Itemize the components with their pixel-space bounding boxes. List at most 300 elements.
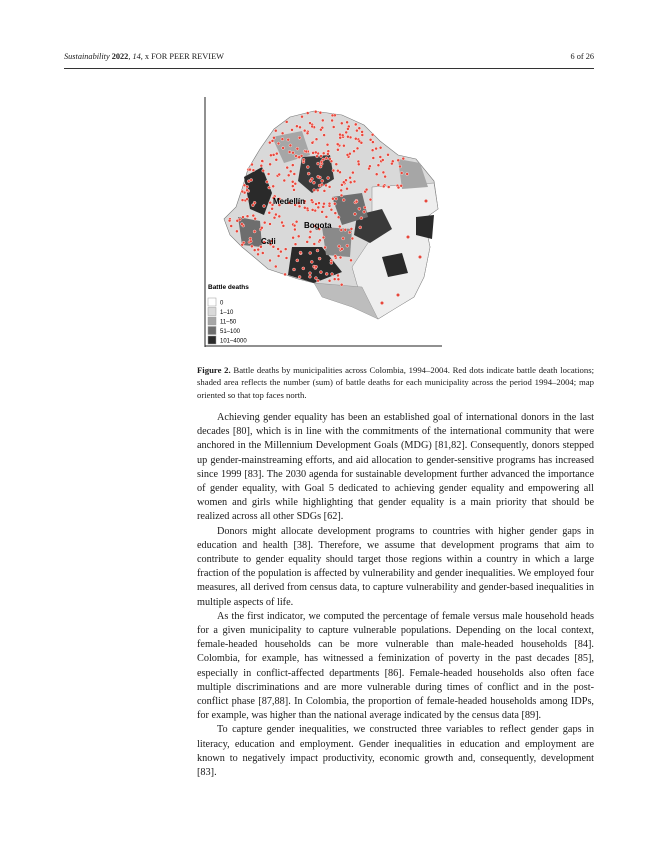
battle-death-dot xyxy=(293,268,296,271)
battle-death-dot xyxy=(346,187,349,190)
battle-death-dot xyxy=(337,278,340,281)
battle-death-dot xyxy=(332,169,335,172)
battle-death-dot xyxy=(284,273,287,276)
battle-death-dot xyxy=(340,229,343,232)
battle-death-dot xyxy=(354,123,357,126)
battle-death-dot xyxy=(346,127,349,130)
battle-death-dot xyxy=(355,200,358,203)
battle-death-dot xyxy=(316,155,319,158)
battle-death-dot xyxy=(289,170,292,173)
journal-year: 2022 xyxy=(111,52,129,61)
battle-death-dot xyxy=(349,181,352,184)
battle-death-dot xyxy=(321,210,324,213)
battle-death-dot xyxy=(361,134,364,137)
battle-death-dot xyxy=(340,248,343,251)
battle-death-dot xyxy=(236,219,239,222)
battle-death-dot xyxy=(400,172,403,175)
battle-death-dot xyxy=(320,160,323,163)
battle-death-dot xyxy=(246,189,249,192)
legend-label-0: 0 xyxy=(220,300,224,307)
city-label-cali: Cali xyxy=(261,237,276,246)
battle-death-dot xyxy=(387,186,390,189)
battle-death-dot xyxy=(335,197,338,200)
battle-death-dot xyxy=(241,190,244,193)
battle-death-dot xyxy=(317,175,320,178)
legend-swatch-2 xyxy=(208,317,216,325)
battle-death-dot xyxy=(309,252,312,255)
battle-death-dot xyxy=(342,144,345,147)
battle-death-dot xyxy=(271,139,274,142)
battle-death-dot xyxy=(257,248,260,251)
battle-death-dot xyxy=(257,253,260,256)
paragraph-4: To capture gender inequalities, we constructed three variables to reflect gender gaps in literacy, education and employment. Gender inequalities in education and employment are known to negatively impact productivity, economic growth and, consequently, development [83]. xyxy=(197,724,594,779)
battle-death-dot xyxy=(327,150,330,153)
battle-death-dot xyxy=(313,189,316,192)
battle-death-dot xyxy=(359,226,362,229)
battle-death-dot xyxy=(298,276,301,279)
battle-death-dot xyxy=(309,272,312,275)
battle-death-dot xyxy=(371,149,374,152)
battle-death-dot xyxy=(340,194,343,197)
battle-death-dot xyxy=(381,302,384,305)
battle-death-dot xyxy=(295,220,298,223)
battle-death-dot xyxy=(260,226,263,229)
battle-death-dot xyxy=(302,267,305,270)
battle-death-dot xyxy=(269,259,272,262)
battle-death-dot xyxy=(242,216,245,219)
battle-death-dot xyxy=(321,179,324,182)
battle-death-dot xyxy=(323,189,326,192)
page-number: 6 of 26 xyxy=(570,52,594,61)
battle-death-dot xyxy=(277,142,280,145)
battle-death-dot xyxy=(381,159,384,162)
battle-death-dot xyxy=(382,171,385,174)
caption-text: Battle deaths by municipalities across Colombia, 1994–2004. Red dots indicate battle death locations; shaded area reflects the number (sum) of battle deaths for each municipality across the period 1994–2004; map oriented so that top faces north. xyxy=(197,365,595,400)
legend-swatch-4 xyxy=(208,336,216,344)
battle-death-dot xyxy=(337,216,340,219)
battle-death-dot xyxy=(397,294,400,297)
battle-death-dot xyxy=(251,163,254,166)
battle-death-dot xyxy=(322,152,325,155)
battle-death-dot xyxy=(318,202,321,205)
legend-swatch-1 xyxy=(208,308,216,316)
battle-death-dot xyxy=(313,243,316,246)
battle-death-dot xyxy=(345,131,348,134)
battle-death-dot xyxy=(351,237,354,240)
legend-label-2: 11–50 xyxy=(220,319,237,326)
paragraph-2: Donors might allocate development programs to countries with higher gender gaps in education and health [38]. Therefore, we assume that development programs that aim to contribute to gender equality should target those regions within a country in which a large fraction of the population is affected by vulnerability and gender inequalities. We employed four measures, all derived from census data, to capture vulnerability and gender-based inequalities in multiple aspects of life. xyxy=(197,525,594,608)
review-note: , x FOR PEER REVIEW xyxy=(140,52,224,61)
battle-death-dot xyxy=(271,207,274,210)
battle-death-dot xyxy=(285,257,288,260)
battle-death-dot xyxy=(334,212,337,215)
battle-death-dot xyxy=(335,163,338,166)
battle-death-dot xyxy=(311,208,314,211)
battle-death-dot xyxy=(419,256,422,259)
battle-death-dot xyxy=(230,225,233,228)
battle-death-dot xyxy=(249,168,252,171)
battle-death-dot xyxy=(314,110,317,113)
battle-death-dot xyxy=(292,236,295,239)
battle-death-dot xyxy=(273,216,276,219)
header-rule xyxy=(64,68,594,69)
battle-death-dot xyxy=(330,208,333,211)
battle-death-dot xyxy=(324,246,327,249)
city-label-medellin: Medellín xyxy=(273,197,306,206)
battle-death-dot xyxy=(316,249,319,252)
battle-death-dot xyxy=(349,176,352,179)
battle-death-dot xyxy=(246,185,249,188)
legend-label-3: 51–100 xyxy=(220,329,241,335)
battle-death-dot xyxy=(283,179,286,182)
battle-death-dot xyxy=(317,206,320,209)
battle-death-dot xyxy=(299,126,302,129)
battle-death-dot xyxy=(277,255,280,258)
battle-death-dot xyxy=(326,153,329,156)
battle-death-dot xyxy=(295,125,298,128)
battle-death-dot xyxy=(305,150,308,153)
battle-death-dot xyxy=(328,202,331,205)
legend-title: Battle deaths xyxy=(208,284,249,291)
battle-death-dot xyxy=(241,199,244,202)
battle-death-dot xyxy=(285,120,288,123)
battle-death-dot xyxy=(282,147,285,150)
battle-death-dot xyxy=(369,198,372,201)
battle-death-dot xyxy=(368,165,371,168)
battle-death-dot xyxy=(319,165,322,168)
battle-death-dot xyxy=(262,169,265,172)
battle-death-dot xyxy=(281,132,284,135)
battle-death-dot xyxy=(303,129,306,132)
battle-death-dot xyxy=(268,211,271,214)
battle-death-dot xyxy=(261,252,264,255)
battle-death-dot xyxy=(287,138,290,141)
battle-death-dot xyxy=(253,249,256,252)
battle-death-dot xyxy=(319,111,322,114)
city-label-bogota: Bogota xyxy=(304,221,332,230)
legend-label-4: 101–4000 xyxy=(220,338,247,345)
map-svg xyxy=(202,97,442,347)
battle-death-dot xyxy=(355,129,358,132)
battle-death-dot xyxy=(308,236,311,239)
battle-death-dot xyxy=(400,184,403,187)
battle-death-dot xyxy=(328,157,331,160)
battle-death-dot xyxy=(384,175,387,178)
battle-death-dot xyxy=(310,199,313,202)
battle-death-dot xyxy=(277,248,280,251)
battle-death-dot xyxy=(323,202,326,205)
battle-death-dot xyxy=(268,186,271,189)
battle-death-dot xyxy=(278,215,281,218)
battle-death-dot xyxy=(263,221,266,224)
battle-death-dot xyxy=(297,235,300,238)
battle-death-dot xyxy=(275,158,278,161)
battle-death-dot xyxy=(319,239,322,242)
battle-death-dot xyxy=(269,163,272,166)
battle-death-dot xyxy=(301,115,304,118)
battle-death-dot xyxy=(406,173,409,176)
battle-death-dot xyxy=(292,151,295,154)
battle-death-dot xyxy=(330,261,333,264)
battle-death-dot xyxy=(353,150,356,153)
battle-death-dot xyxy=(274,265,277,268)
page-header xyxy=(64,52,594,61)
battle-death-dot xyxy=(402,157,405,160)
battle-death-dot xyxy=(336,169,339,172)
battle-death-dot xyxy=(306,240,309,243)
mid-region-3 xyxy=(322,227,352,257)
battle-death-dot xyxy=(425,200,428,203)
battle-death-dot xyxy=(338,245,341,248)
battle-death-dot xyxy=(321,119,324,122)
battle-death-dot xyxy=(336,148,339,151)
battle-death-dot xyxy=(346,153,349,156)
battle-death-dot xyxy=(273,136,276,139)
battle-death-dot xyxy=(293,188,296,191)
battle-death-dot xyxy=(252,169,255,172)
battle-death-dot xyxy=(331,197,334,200)
battle-death-dot xyxy=(291,180,294,183)
battle-death-dot xyxy=(322,205,325,208)
battle-death-dot xyxy=(346,244,349,247)
battle-death-dot xyxy=(260,164,263,167)
battle-death-dot xyxy=(240,223,243,226)
battle-death-dot xyxy=(325,184,328,187)
battle-death-dot xyxy=(363,210,366,213)
battle-death-dot xyxy=(267,173,270,176)
battle-death-dot xyxy=(309,230,312,233)
battle-death-dot xyxy=(363,206,366,209)
battle-death-dot xyxy=(365,188,368,191)
journal-name: Sustainability xyxy=(64,52,110,61)
dark-region-6 xyxy=(416,215,434,239)
battle-death-dot xyxy=(325,215,328,218)
battle-death-dot xyxy=(311,125,314,128)
battle-death-dot xyxy=(316,189,319,192)
battle-death-dot xyxy=(331,273,334,276)
battle-death-dot xyxy=(334,255,337,258)
battle-death-dot xyxy=(263,205,266,208)
battle-death-dot xyxy=(235,230,238,233)
battle-death-dot xyxy=(333,278,336,281)
battle-death-dot xyxy=(379,146,382,149)
battle-death-dot xyxy=(333,202,336,205)
battle-death-dot xyxy=(326,143,329,146)
battle-death-dot xyxy=(317,162,320,165)
battle-death-dot xyxy=(261,160,264,163)
journal-citation: Sustainability 2022, 14, x FOR PEER REVIEW xyxy=(64,52,224,61)
battle-death-dot xyxy=(275,152,278,155)
battle-death-dot xyxy=(361,130,364,133)
battle-death-dot xyxy=(369,138,372,141)
battle-death-dot xyxy=(346,121,349,124)
battle-death-dot xyxy=(358,207,361,210)
battle-death-dot xyxy=(377,164,380,167)
battle-death-dot xyxy=(254,217,257,220)
battle-death-dot xyxy=(371,141,374,144)
battle-death-dot xyxy=(310,260,313,263)
battle-death-dot xyxy=(314,151,317,154)
battle-death-dot xyxy=(314,277,317,280)
battle-death-dot xyxy=(307,172,310,175)
battle-death-dot xyxy=(336,143,339,146)
battle-death-dot xyxy=(299,251,302,254)
battle-death-dot xyxy=(312,151,315,154)
battle-death-dot xyxy=(279,250,282,253)
battle-death-dot xyxy=(337,274,340,277)
figure-caption xyxy=(197,364,594,401)
battle-death-dot xyxy=(340,122,343,125)
battle-death-dot xyxy=(287,174,290,177)
battle-death-dot xyxy=(350,259,353,262)
battle-death-dot xyxy=(269,223,272,226)
battle-death-dot xyxy=(339,256,342,259)
battle-death-dot xyxy=(281,221,284,224)
battle-death-dot xyxy=(397,159,400,162)
battle-death-dot xyxy=(308,275,311,278)
battle-death-dot xyxy=(246,215,249,218)
battle-death-dot xyxy=(340,283,343,286)
battle-death-dot xyxy=(375,173,378,176)
battle-death-dot xyxy=(357,160,360,163)
battle-death-dot xyxy=(320,183,323,186)
battle-death-dot xyxy=(289,144,292,147)
battle-death-dot xyxy=(312,181,315,184)
battle-death-dot xyxy=(331,114,334,117)
battle-death-dot xyxy=(281,138,284,141)
battle-death-dot xyxy=(309,179,312,182)
battle-death-dot xyxy=(294,243,297,246)
battle-death-dot xyxy=(344,228,347,231)
legend-swatch-0 xyxy=(208,298,216,306)
battle-death-dot xyxy=(296,147,299,150)
battle-death-dot xyxy=(315,203,318,206)
battle-death-dot xyxy=(320,155,323,158)
battle-death-dot xyxy=(272,185,275,188)
battle-death-dot xyxy=(293,224,296,227)
battle-death-dot xyxy=(269,154,272,157)
battle-death-dot xyxy=(288,151,291,154)
battle-death-dot xyxy=(331,119,334,122)
battle-death-dot xyxy=(353,213,356,216)
battle-death-dot xyxy=(356,147,359,150)
battle-death-dot xyxy=(306,132,309,135)
battle-death-dot xyxy=(274,129,277,132)
battle-death-dot xyxy=(286,166,289,169)
battle-death-dot xyxy=(325,272,328,275)
battle-death-dot xyxy=(391,160,394,163)
battle-death-dot xyxy=(328,185,331,188)
battle-death-dot xyxy=(293,173,296,176)
battle-death-dot xyxy=(315,265,318,268)
battle-death-dot xyxy=(382,185,385,188)
battle-death-dot xyxy=(306,166,309,169)
battle-death-dot xyxy=(269,201,272,204)
battle-death-dot xyxy=(291,128,294,131)
battle-death-dot xyxy=(377,184,380,187)
battle-death-dot xyxy=(397,186,400,189)
battle-death-dot xyxy=(348,231,351,234)
battle-death-dot xyxy=(315,138,318,141)
battle-death-dot xyxy=(268,141,271,144)
battle-death-dot xyxy=(327,177,330,180)
paragraph-1: Achieving gender equality has been an established goal of international donors in the last decades [80], which is in line with the commitments of the international community that were anchored in the Millennium Development Goals (MDG) [81,82]. Consequently, donors stepped up gender-mainstreaming efforts, and aid allocation to gender-sensitive programs has increased since 1999 [83]. The 2030 agenda for sustainable development further advanced the importance of gender equality, with Goal 5 dedicated to achieving gender equality and empowering all women and girls while highlighting that gender equality is a main priority that should be realized across all other SDGs [62]. xyxy=(197,412,594,523)
battle-death-dot xyxy=(302,158,305,161)
battle-death-dot xyxy=(274,213,277,216)
battle-death-dot xyxy=(325,157,328,160)
battle-death-dot xyxy=(282,224,285,227)
battle-death-dot xyxy=(353,180,356,183)
legend-label-1: 1–10 xyxy=(220,310,234,316)
battle-death-dot xyxy=(360,217,363,220)
battle-death-dot xyxy=(339,136,342,139)
battle-death-dot xyxy=(246,198,249,201)
battle-death-dot xyxy=(350,227,353,230)
battle-death-dot xyxy=(306,112,309,115)
battle-death-dot xyxy=(345,179,348,182)
battle-death-dot xyxy=(294,182,297,185)
journal-volume: 14 xyxy=(132,52,141,61)
battle-death-dot xyxy=(249,237,252,240)
battle-death-dot xyxy=(358,127,361,130)
battle-death-dot xyxy=(303,206,306,209)
paragraph-3: As the first indicator, we computed the percentage of female versus male household heads for a given municipality to capture vulnerable populations. Depending on the local context, female-headed households can be more vulnerable than male-headed households [84]. Colombia, for example, has witnessed a feminization of poverty in the past decades [85], especially in conflict-affected departments [86]. Female-headed households also often face multiple discriminations and are more vulnerable during times of conflict and in the post-conflict phase [87,88]. In Colombia, the proportion of female-headed households among IDPs, for example, was higher than the national average indicated by the census data [89]. xyxy=(197,610,594,722)
battle-death-dot xyxy=(339,133,342,136)
battle-death-dot xyxy=(278,173,281,176)
battle-death-dot xyxy=(251,204,254,207)
battle-death-dot xyxy=(342,237,345,240)
battle-death-dot xyxy=(357,163,360,166)
battle-death-dot xyxy=(250,179,253,182)
battle-death-dot xyxy=(323,134,326,137)
battle-death-dot xyxy=(284,248,287,251)
battle-death-dot xyxy=(250,245,253,248)
battle-death-dot xyxy=(241,243,244,246)
battle-death-dot xyxy=(296,259,299,262)
battle-death-dot xyxy=(371,133,374,136)
battle-death-dot xyxy=(338,225,341,228)
caption-label: Figure 2. xyxy=(197,365,231,375)
battle-death-dot xyxy=(243,184,246,187)
battle-death-dot xyxy=(291,164,294,167)
battle-death-dot xyxy=(354,137,357,140)
colombia-battle-deaths-map xyxy=(202,97,442,347)
battle-death-dot xyxy=(319,128,322,131)
body-text xyxy=(197,411,594,780)
battle-death-dot xyxy=(342,199,345,202)
battle-death-dot xyxy=(351,171,354,174)
battle-death-dot xyxy=(319,271,322,274)
battle-death-dot xyxy=(298,136,301,139)
battle-death-dot xyxy=(298,156,301,159)
battle-death-dot xyxy=(253,230,256,233)
map-legend xyxy=(208,284,249,345)
battle-death-dot xyxy=(379,156,382,159)
legend-swatch-3 xyxy=(208,327,216,335)
battle-death-dot xyxy=(252,214,255,217)
battle-death-dot xyxy=(311,141,314,144)
battle-death-dot xyxy=(399,165,402,168)
battle-death-dot xyxy=(266,180,269,183)
battle-death-dot xyxy=(228,219,231,222)
battle-death-dot xyxy=(346,135,349,138)
battle-death-dot xyxy=(387,153,390,156)
battle-death-dot xyxy=(291,185,294,188)
battle-death-dot xyxy=(372,157,375,160)
battle-death-dot xyxy=(309,122,312,125)
battle-death-dot xyxy=(318,257,321,260)
battle-death-dot xyxy=(332,126,335,129)
